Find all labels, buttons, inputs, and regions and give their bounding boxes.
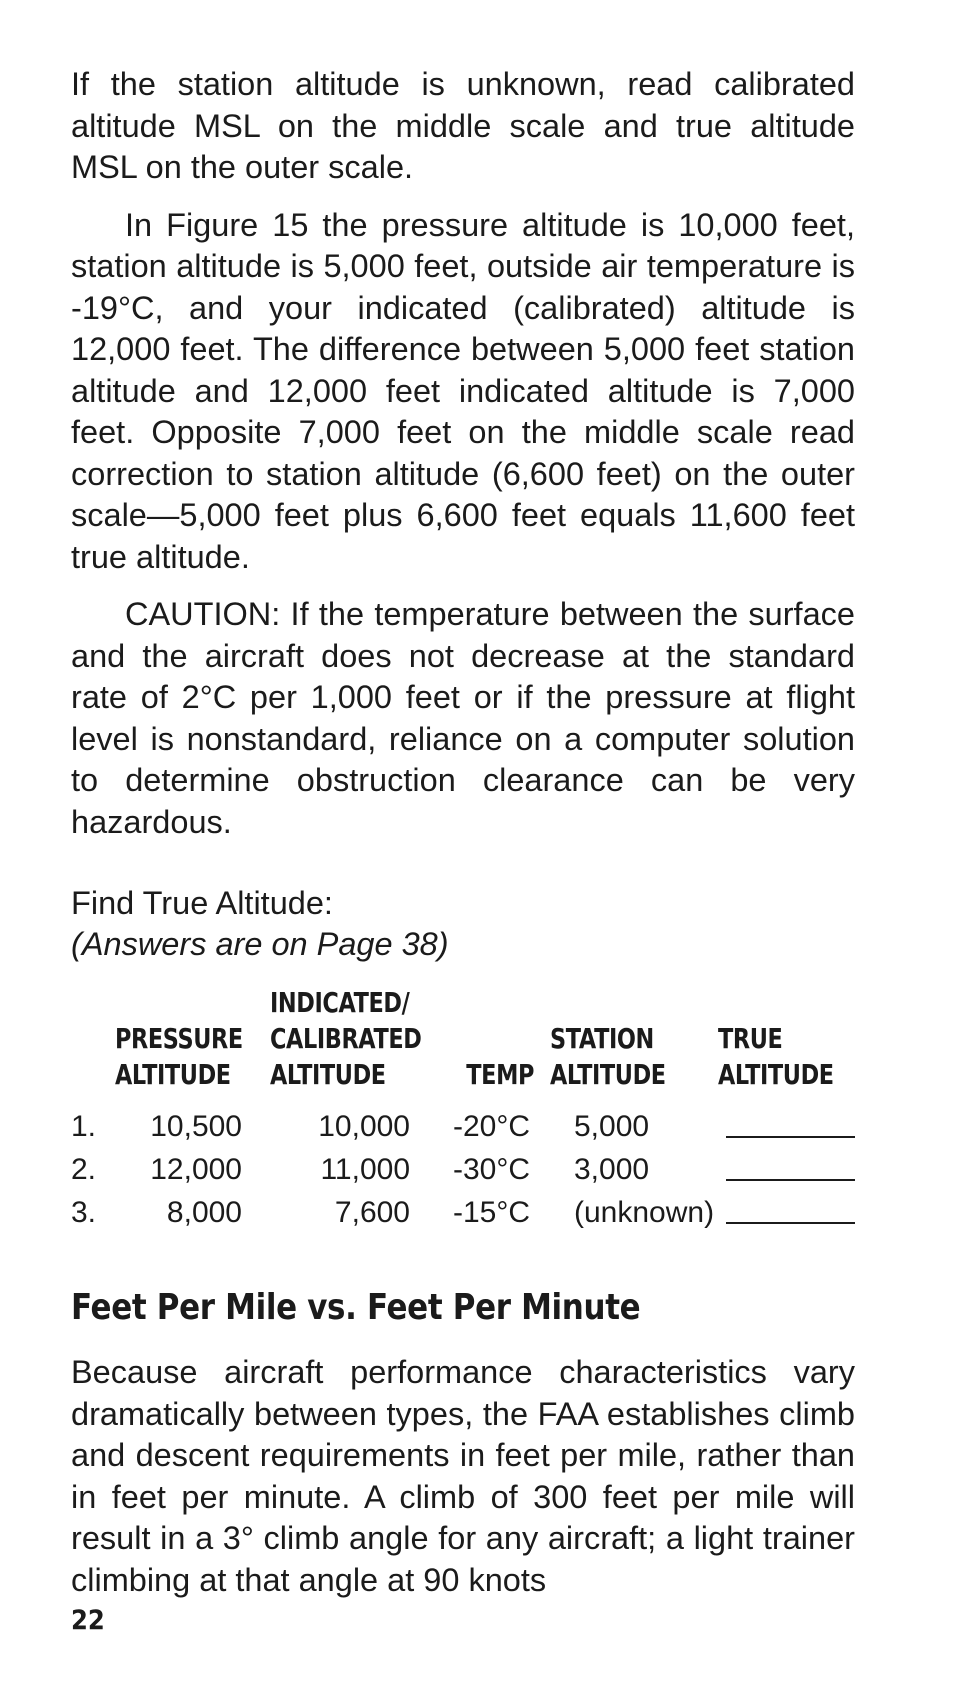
table-header-row xyxy=(71,985,855,1105)
indicated-altitude-cell: 7,600 xyxy=(334,1196,410,1229)
indicated-altitude-cell: 11,000 xyxy=(320,1153,410,1186)
answer-blank-line xyxy=(726,1126,855,1138)
paragraph-station-unknown: If the station altitude is unknown, read calibrated altitude MSL on the middle scale and true altitude MSL on the outer scale. xyxy=(71,66,855,185)
indicated-altitude-cell: 10,000 xyxy=(318,1110,410,1143)
paragraph-figure-15-example: In Figure 15 the pressure altitude is 10,000 feet, station altitude is 5,000 feet, outside air temperature is -19°C, and your indicated (calibrated) altitude is 12,000 feet. The difference between 5,000 feet station altitude and 12,000 feet indicated altitude is 7,000 feet. Opposite 7,000 feet on the middle scale read correction to station altitude (6,600 feet) on the outer scale—5,000 feet plus 6,600 feet equals 11,600 feet true altitude. xyxy=(71,206,855,575)
true-altitude-answer-cell xyxy=(718,1148,855,1191)
row-number: 3. xyxy=(71,1196,97,1229)
header-line: ALTITUDE xyxy=(270,1058,386,1091)
true-altitude-problem-table xyxy=(71,985,855,1234)
row-number: 2. xyxy=(71,1153,97,1186)
section-heading: Feet Per Mile vs. Feet Per Minute xyxy=(71,1287,641,1328)
header-temp xyxy=(460,985,550,1105)
header-line: ALTITUDE xyxy=(115,1058,231,1091)
station-altitude-cell: (unknown) xyxy=(574,1196,715,1229)
true-altitude-answer-cell xyxy=(718,1191,855,1234)
header-station-altitude xyxy=(550,985,684,1105)
temp-cell: -15°C xyxy=(452,1196,530,1229)
station-altitude-cell: 3,000 xyxy=(574,1153,650,1186)
header-line: CALIBRATED xyxy=(270,1022,422,1055)
paragraph-feet-per-mile: Because aircraft performance characteristics vary dramatically between types, the FAA establishes climb and descent requirements in feet per mile, rather than in feet per minute. A climb of 300 feet per mile will result in a 3° climb angle for any aircraft; a light trainer climbing at that angle at 90 knots xyxy=(71,1354,855,1598)
page-number: 22 xyxy=(71,1605,105,1636)
temp-cell: -20°C xyxy=(452,1110,530,1143)
answer-blank-line xyxy=(726,1212,855,1224)
answers-note: (Answers are on Page 38) xyxy=(71,926,449,962)
header-line: TRUE xyxy=(718,1022,783,1055)
true-altitude-answer-cell xyxy=(718,1105,855,1148)
station-altitude-cell: 5,000 xyxy=(574,1110,650,1143)
answer-blank-line xyxy=(726,1169,855,1181)
header-number xyxy=(71,985,106,1105)
table-row xyxy=(71,1191,855,1234)
header-line: INDICATED/ xyxy=(270,986,410,1019)
header-line: ALTITUDE xyxy=(550,1058,666,1091)
pressure-altitude-cell: 10,500 xyxy=(150,1110,242,1143)
header-true-altitude xyxy=(718,985,834,1105)
page-content xyxy=(71,64,855,1617)
paragraph-caution: CAUTION: If the temperature between the surface and the aircraft does not decrease at the standard rate of 2°C per 1,000 feet or if the pressure at flight level is nonstandard, reliance on a computer solution to determine obstruction clearance can be very hazardous. xyxy=(71,596,855,840)
find-title: Find True Altitude: xyxy=(71,885,333,921)
header-line: STATION xyxy=(550,1022,654,1055)
table-row xyxy=(71,1105,855,1148)
row-number: 1. xyxy=(71,1110,97,1143)
table-row xyxy=(71,1148,855,1191)
header-line: PRESSURE xyxy=(115,1022,243,1055)
pressure-altitude-cell: 8,000 xyxy=(166,1196,242,1229)
pressure-altitude-cell: 12,000 xyxy=(150,1153,242,1186)
find-true-altitude-block xyxy=(71,883,855,965)
header-line: TEMP xyxy=(466,1058,534,1091)
header-indicated-calibrated-altitude xyxy=(270,985,422,1105)
header-line: ALTITUDE xyxy=(718,1058,834,1091)
header-pressure-altitude xyxy=(115,985,243,1105)
temp-cell: -30°C xyxy=(452,1153,530,1186)
